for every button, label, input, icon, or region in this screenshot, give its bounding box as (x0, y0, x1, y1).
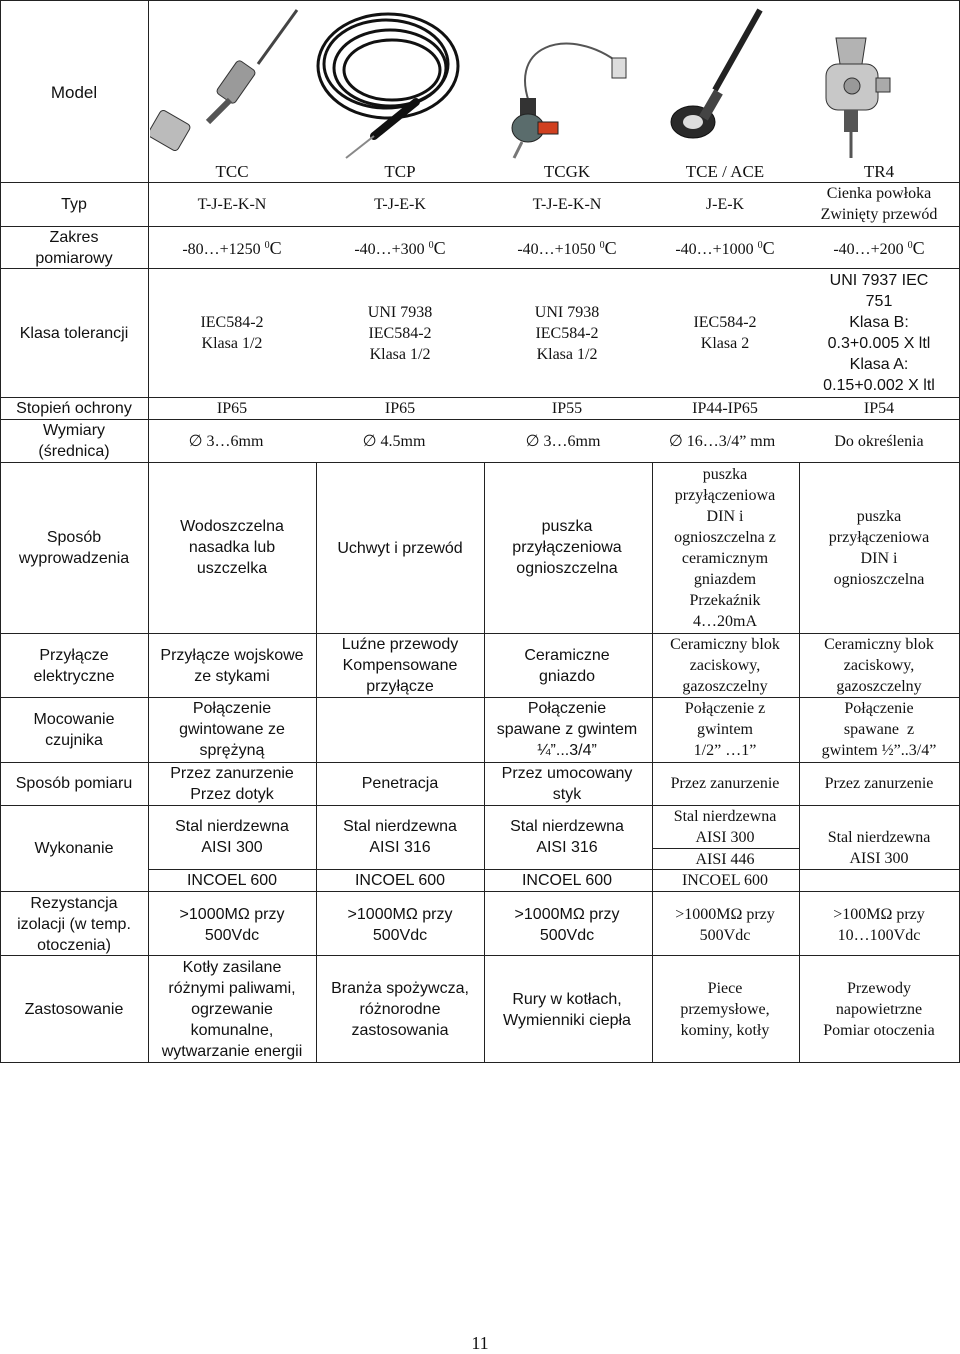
cell-klasa: UNI 7938 IEC584-2 Klasa 1/2 (367, 304, 433, 363)
table-line (0, 762, 960, 763)
table-line (0, 697, 960, 698)
cell-zakres: -40…+1050 $^0$C (517, 238, 617, 258)
cell-klasa: UNI 7937 IEC 751 Klasa B: 0.3+0.005 X ltl Klasa A: 0.15+0.002 X ltl (823, 272, 935, 394)
product-photos (150, 4, 960, 160)
cell-stopien: IP65 (216, 400, 248, 417)
cell-zastosowanie: Branża spożywcza, różnorodne zastosowania (331, 980, 469, 1039)
cell-incoel: INCOEL 600 (354, 872, 446, 889)
cell-zastosowanie: Piece przemysłowe, kominy, kotły (680, 980, 770, 1039)
tcgk-probe-image (512, 44, 626, 158)
cell-przylacze: Ceramiczny blok zaciskowy, gazoszczelny (670, 636, 780, 695)
row-label-stopien: Stopień ochrony (16, 400, 132, 417)
tce-head-image (671, 10, 760, 138)
cell-wykonanie: Stal nierdzewna AISI 300 (827, 829, 931, 867)
cell-stopien: IP65 (384, 400, 416, 417)
diameter-icon: ∅ (188, 433, 203, 450)
table-line (0, 226, 960, 227)
table-border-bottom (0, 1062, 960, 1063)
cell-wykonanie: Stal nierdzewna AISI 300 (673, 808, 777, 846)
cell-sposob-pom: Przez umocowany styk (501, 765, 633, 803)
cell-przylacze: Ceramiczny blok zaciskowy, gazoszczelny (824, 636, 934, 695)
table-border-left (0, 0, 1, 1062)
cell-incoel: INCOEL 600 (681, 872, 769, 889)
table-line (0, 397, 960, 398)
page-number: 11 (471, 1333, 489, 1353)
model-name: TCE / ACE (685, 162, 765, 181)
table-col-line (652, 462, 653, 1062)
tcc-probe-image (150, 10, 297, 152)
row-label-zakres: Zakres pomiarowy (35, 229, 113, 267)
row-label-przylacze: Przyłącze elektryczne (33, 647, 115, 685)
cell-stopien: IP44-IP65 (692, 400, 758, 417)
cell-wykonanie: Stal nierdzewna AISI 316 (510, 818, 624, 856)
cell-stopien: IP55 (551, 400, 583, 417)
cell-rezystancja: >1000MΩ przy 500Vdc (179, 906, 285, 944)
table-col-line (316, 462, 317, 1062)
table-col-line (484, 462, 485, 1062)
table-line (0, 268, 960, 269)
cell-mocowanie: Połączenie z gwintem 1/2” …1” (684, 700, 766, 759)
cell-incoel: INCOEL 600 (521, 872, 613, 889)
cell-zastosowanie: Kotły zasilane różnymi paliwami, ogrzewanie komunalne, wytwarzanie energii (161, 959, 303, 1060)
cell-typ: T-J-E-K (374, 196, 426, 213)
model-label: Model (50, 83, 98, 102)
cell-zastosowanie: Przewody napowietrzne Pomiar otoczenia (823, 980, 935, 1039)
cell-typ: Cienka powłoka Zwinięty przewód (820, 185, 938, 223)
cell-rezystancja: >100MΩ przy 10…100Vdc (833, 906, 925, 944)
cell-przylacze: Przyłącze wojskowe ze stykami (160, 647, 304, 685)
cell-wymiary: ∅ 4.5mm (362, 433, 426, 450)
table-line (0, 955, 960, 956)
cell-mocowanie: Połączenie gwintowane ze sprężyną (179, 700, 285, 759)
model-name: TCP (384, 162, 416, 181)
row-label-typ: Typ (61, 196, 87, 213)
cell-wymiary: ∅ 3…6mm (525, 433, 601, 450)
cell-klasa: UNI 7938 IEC584-2 Klasa 1/2 (534, 304, 600, 363)
cell-sposob-wypr: Uchwyt i przewód (337, 540, 463, 557)
table-border-top (0, 0, 960, 1)
cell-sposob-wypr: Wodoszczelna nasadka lub uszczelka (180, 518, 284, 577)
cell-typ: J-E-K (705, 196, 745, 213)
cell-sposob-wypr: puszka przyłączeniowa DIN i ognioszczelna (828, 508, 930, 588)
row-label-mocowanie: Mocowanie czujnika (33, 711, 115, 749)
model-name: TR4 (863, 162, 895, 181)
cell-rezystancja: >1000MΩ przy 500Vdc (347, 906, 453, 944)
row-label-zastosowanie: Zastosowanie (24, 1001, 124, 1018)
cell-mocowanie: Połączenie spawane z gwintem ½”..3/4” (821, 700, 937, 759)
cell-sposob-pom: Przez zanurzenie Przez dotyk (170, 765, 294, 803)
cell-incoel: INCOEL 600 (186, 872, 278, 889)
cell-sposob-wypr: puszka przyłączeniowa DIN i ognioszczelna z ceramicznym gniazdem Przekaźnik 4…20mA (674, 466, 776, 630)
cell-sposob-pom: Przez zanurzenie (824, 775, 934, 792)
cell-typ: T-J-E-K-N (532, 196, 602, 213)
cell-klasa: IEC584-2 Klasa 1/2 (200, 314, 264, 352)
row-label-sposob-wypr: Sposób wyprowadzenia (18, 529, 130, 567)
cell-zakres: -40…+1000 $^0$C (675, 238, 775, 258)
row-label-klasa: Klasa tolerancji (19, 325, 129, 342)
table-line (0, 891, 960, 892)
table-line (0, 419, 960, 420)
cell-wymiary: ∅ 3…6mm (188, 433, 264, 450)
cell-wykonanie-extra: AISI 446 (695, 851, 755, 868)
cell-wymiary: Do określenia (834, 433, 924, 450)
cell-wymiary: ∅ 16…3/4” mm (668, 433, 776, 450)
cell-zakres: -40…+200 $^0$C (833, 238, 925, 258)
cell-wykonanie: Stal nierdzewna AISI 316 (343, 818, 457, 856)
cell-przylacze: Luźne przewody Kompensowane przyłącze (341, 636, 459, 695)
cell-typ: T-J-E-K-N (197, 196, 267, 213)
cell-sposob-wypr: puszka przyłączeniowa ognioszczelna (512, 518, 622, 577)
cell-klasa: IEC584-2 Klasa 2 (693, 314, 757, 352)
cell-zakres: -80…+1250 $^0$C (182, 238, 282, 258)
cell-zakres: -40…+300 $^0$C (354, 238, 446, 258)
cell-wykonanie: Stal nierdzewna AISI 300 (175, 818, 289, 856)
cell-mocowanie: Połączenie spawane z gwintem ¼”...3/4” (496, 700, 638, 759)
cell-sposob-pom: Penetracja (361, 775, 439, 792)
table-line (0, 805, 960, 806)
row-label-wykonanie: Wykonanie (34, 840, 114, 857)
table-line (0, 462, 960, 463)
tcp-coiled-cable-image (318, 14, 458, 158)
diameter-icon: ∅ (668, 433, 683, 450)
cell-sposob-pom: Przez zanurzenie (670, 775, 780, 792)
table-line (0, 633, 960, 634)
cell-stopien: IP54 (863, 400, 895, 417)
row-label-wymiary: Wymiary (średnica) (38, 422, 110, 460)
cell-zastosowanie: Rury w kotłach, Wymienniki ciepła (503, 991, 631, 1029)
row-label-sposob-pom: Sposób pomiaru (15, 775, 133, 792)
table-line (0, 182, 960, 183)
cell-rezystancja: >1000MΩ przy 500Vdc (675, 906, 775, 944)
tr4-head-image (826, 38, 890, 158)
model-name: TCGK (543, 162, 591, 181)
table-col-line (799, 462, 800, 1062)
cell-rezystancja: >1000MΩ przy 500Vdc (514, 906, 620, 944)
model-name: TCC (215, 162, 249, 181)
cell-przylacze: Ceramiczne gniazdo (524, 647, 610, 685)
diameter-icon: ∅ (362, 433, 377, 450)
row-label-rezystancja: Rezystancja izolacji (w temp. otoczenia) (17, 895, 131, 954)
table-col-line (148, 0, 149, 1062)
diameter-icon: ∅ (525, 433, 540, 450)
